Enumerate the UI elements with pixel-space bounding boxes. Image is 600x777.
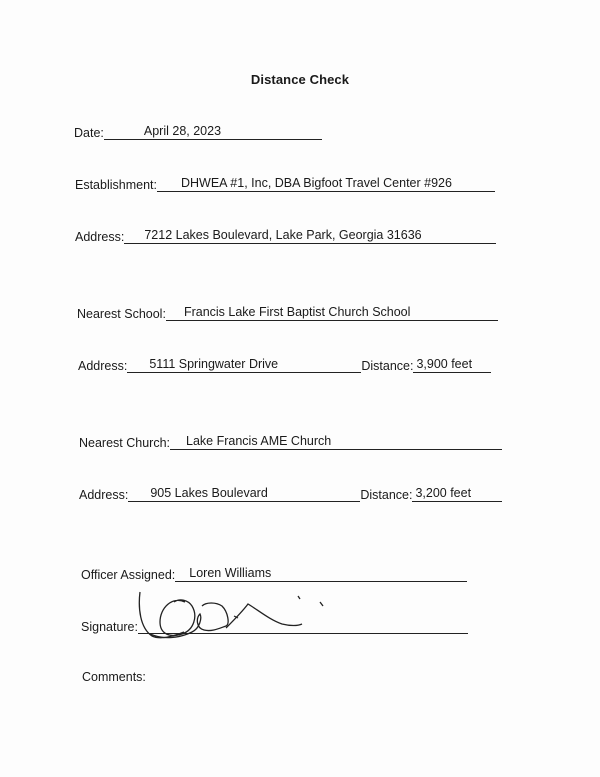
comments-label: Comments:: [82, 670, 146, 684]
officer-row: [81, 566, 467, 582]
school-distance-field[interactable]: [413, 357, 491, 373]
date-value: April 28, 2023: [143, 124, 222, 138]
officer-field[interactable]: [175, 566, 467, 582]
school-address-value: 5111 Springwater Drive: [149, 357, 279, 371]
establishment-field[interactable]: [157, 176, 495, 192]
school-address-field[interactable]: [127, 357, 361, 373]
church-address-label: Address:: [79, 488, 129, 502]
church-address-field[interactable]: [128, 486, 360, 502]
date-row: [74, 124, 322, 140]
establishment-address-value: 7212 Lakes Boulevard, Lake Park, Georgia 31636: [144, 228, 422, 242]
page-title: Distance Check: [250, 72, 350, 87]
date-field[interactable]: [104, 124, 322, 140]
establishment-address-field[interactable]: [124, 228, 496, 244]
comments-field[interactable]: [160, 666, 500, 726]
establishment-row: [75, 176, 495, 192]
date-label: Date:: [74, 126, 104, 140]
nearest-school-value: Francis Lake First Baptist Church School: [183, 305, 411, 319]
church-distance-label: Distance:: [360, 488, 413, 502]
nearest-school-row: [77, 305, 498, 321]
comments-row: [82, 670, 146, 684]
establishment-value: DHWEA #1, Inc, DBA Bigfoot Travel Center #926: [180, 176, 452, 190]
officer-value: Loren Williams: [189, 566, 272, 580]
signature-label: Signature:: [81, 620, 138, 634]
nearest-church-row: [79, 434, 502, 450]
church-distance-value: 3,200 feet: [415, 486, 472, 500]
nearest-school-field[interactable]: [166, 305, 498, 321]
school-distance-label: Distance:: [361, 359, 414, 373]
nearest-church-value: Lake Francis AME Church: [186, 434, 332, 448]
officer-label: Officer Assigned:: [81, 568, 176, 582]
church-address-value: 905 Lakes Boulevard: [150, 486, 268, 500]
handwritten-signature-icon: [130, 588, 340, 648]
nearest-church-field[interactable]: [170, 434, 502, 450]
school-address-label: Address:: [78, 359, 128, 373]
nearest-church-label: Nearest Church:: [79, 436, 171, 450]
establishment-address-row: [75, 228, 496, 244]
establishment-label: Establishment:: [75, 178, 157, 192]
church-distance-field[interactable]: [412, 486, 502, 502]
school-distance-value: 3,900 feet: [416, 357, 473, 371]
establishment-address-label: Address:: [75, 230, 125, 244]
nearest-school-label: Nearest School:: [77, 307, 166, 321]
school-address-row: [78, 357, 491, 373]
church-address-row: [79, 486, 502, 502]
